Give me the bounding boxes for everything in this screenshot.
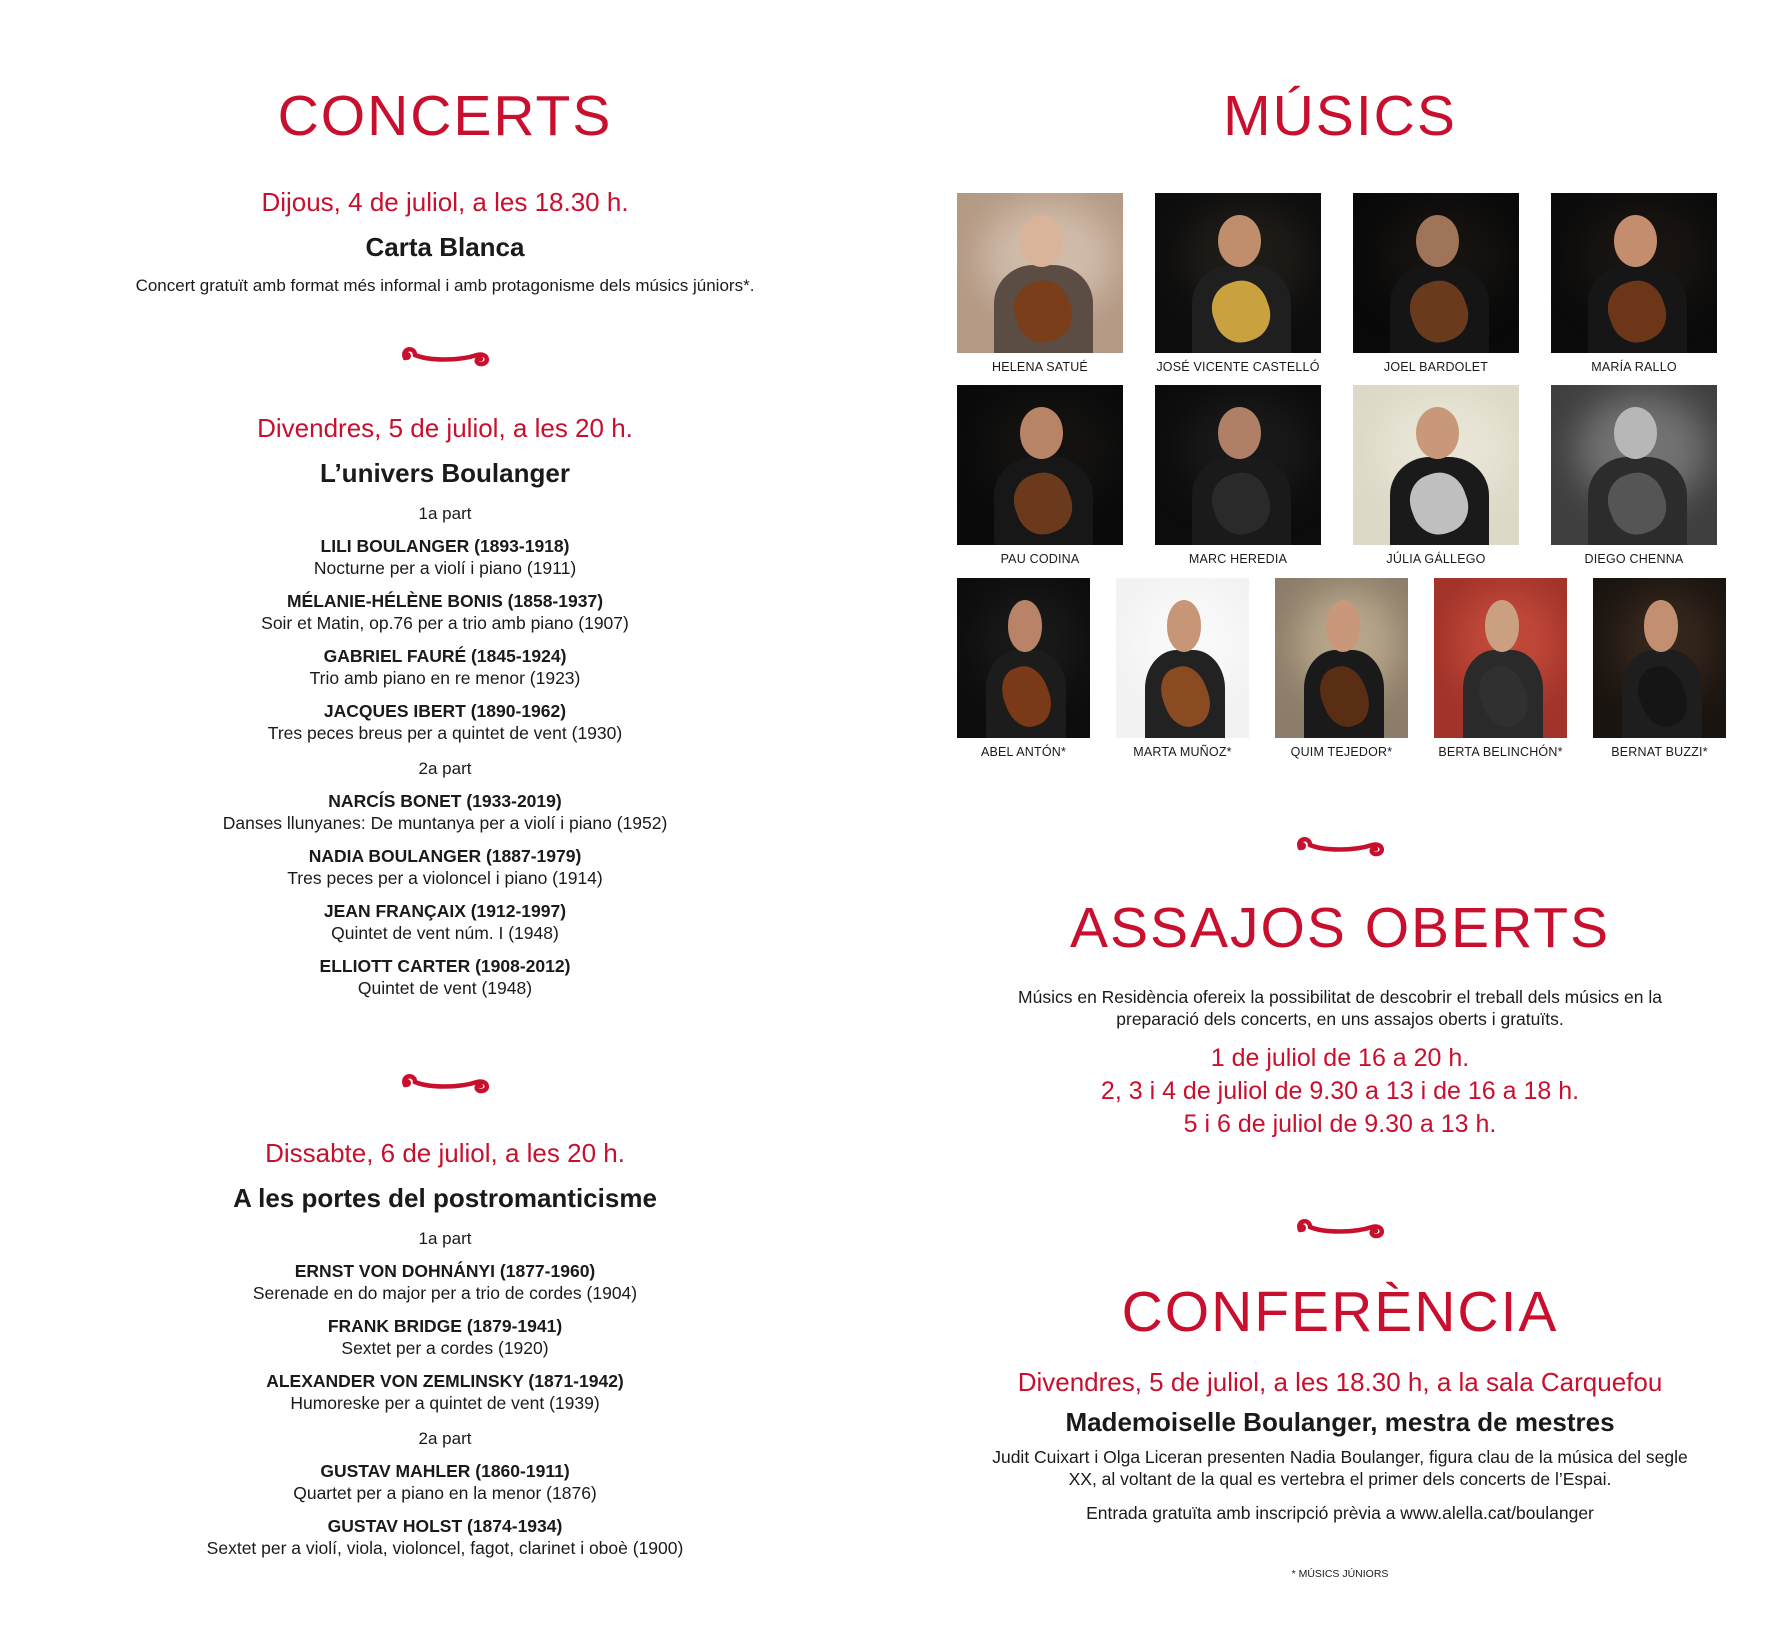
musician-card <box>957 385 1123 567</box>
program-item <box>0 645 890 689</box>
work: Serenade en do major per a trio de cordes (1904) <box>252 1283 638 1303</box>
composer: NADIA BOULANGER (1887-1979) <box>308 846 582 866</box>
musician-name: MARC HEREDIA <box>1188 552 1288 566</box>
work: Danses llunyanes: De muntanya per a violí i piano (1952) <box>222 813 668 833</box>
work: Soir et Matin, op.76 per a trio amb piano (1907) <box>261 613 629 633</box>
program-item <box>0 1460 890 1504</box>
composer: LILI BOULANGER (1893-1918) <box>320 536 570 556</box>
concerts-heading: CONCERTS <box>277 84 613 148</box>
musician-name: ABEL ANTÓN* <box>980 745 1067 759</box>
musician-card <box>1353 193 1519 375</box>
musicians-row <box>957 385 1717 567</box>
concert-univers-boulanger <box>0 412 890 1010</box>
part-label: 2a part <box>418 1429 472 1448</box>
footnote: * MÚSICS JÚNIORS <box>1291 1568 1389 1580</box>
musician-card <box>1353 385 1519 567</box>
musician-name: MARTA MUÑOZ* <box>1133 745 1232 759</box>
musician-photo <box>957 193 1123 353</box>
musician-card <box>1551 193 1717 375</box>
program-item <box>0 700 890 744</box>
musician-name: QUIM TEJEDOR* <box>1290 745 1393 759</box>
schedule-item: 5 i 6 de juliol de 9.30 a 13 h. <box>1183 1110 1497 1138</box>
musician-card <box>1434 578 1567 760</box>
musician-name: JÚLIA GÁLLEGO <box>1386 552 1486 566</box>
composer: GABRIEL FAURÉ (1845-1924) <box>323 646 567 666</box>
musicians-heading: MÚSICS <box>1223 84 1457 148</box>
musician-name: JOEL BARDOLET <box>1383 360 1489 374</box>
rehearsals-heading: ASSAJOS OBERTS <box>1069 896 1611 960</box>
concert-title: A les portes del postromanticisme <box>233 1183 657 1213</box>
concert-title: L’univers Boulanger <box>320 458 570 488</box>
conference-heading: CONFERÈNCIA <box>1121 1280 1559 1344</box>
conference-block <box>970 1366 1710 1524</box>
program-item <box>0 790 890 834</box>
musician-photo <box>1353 193 1519 353</box>
musician-name: BERNAT BUZZI* <box>1611 745 1708 759</box>
musician-photo <box>1551 385 1717 545</box>
work: Sextet per a cordes (1920) <box>341 1338 549 1358</box>
musician-name: MARÍA RALLO <box>1591 360 1677 374</box>
musician-photo <box>957 385 1123 545</box>
conference-title: Mademoiselle Boulanger, mestra de mestres <box>1065 1407 1615 1437</box>
work: Humoreske per a quintet de vent (1939) <box>290 1393 600 1413</box>
composer: ELLIOTT CARTER (1908-2012) <box>319 956 571 976</box>
concert-date: Dissabte, 6 de juliol, a les 20 h. <box>265 1138 625 1168</box>
musician-photo <box>1593 578 1726 738</box>
musicians-row <box>957 578 1726 760</box>
program-item <box>0 845 890 889</box>
musician-card <box>1551 385 1717 567</box>
musician-card <box>957 578 1090 760</box>
work: Nocturne per a violí i piano (1911) <box>313 558 577 578</box>
musician-photo <box>1353 385 1519 545</box>
concert-title: Carta Blanca <box>365 232 525 262</box>
rehearsals-schedule <box>980 1042 1700 1141</box>
program-item <box>0 1315 890 1359</box>
conference-registration: Entrada gratuïta amb inscripció prèvia a www.alella.cat/boulanger <box>1086 1503 1594 1523</box>
program-item <box>0 1515 890 1559</box>
schedule-item: 2, 3 i 4 de juliol de 9.30 a 13 i de 16 a 18 h. <box>1100 1077 1580 1105</box>
program-item <box>0 1370 890 1414</box>
work: Quintet de vent núm. I (1948) <box>331 923 559 943</box>
musician-name: DIEGO CHENNA <box>1584 552 1684 566</box>
work: Tres peces breus per a quintet de vent (1930) <box>267 723 623 743</box>
rehearsals-block <box>980 986 1700 1141</box>
musician-photo <box>957 578 1090 738</box>
ornament-divider <box>1294 1216 1386 1242</box>
composer: GUSTAV MAHLER (1860-1911) <box>320 1461 570 1481</box>
rehearsals-description: Músics en Residència ofereix la possibilitat de descobrir el treball dels músics en la preparació dels concerts, en uns assajos oberts i gratuïts. <box>1018 987 1662 1029</box>
musician-card <box>1155 193 1321 375</box>
concert-date: Divendres, 5 de juliol, a les 20 h. <box>257 413 633 443</box>
program-item <box>0 535 890 579</box>
conference-date: Divendres, 5 de juliol, a les 18.30 h, a la sala Carquefou <box>1017 1367 1663 1397</box>
musician-name: PAU CODINA <box>1000 552 1080 566</box>
musician-photo <box>1155 385 1321 545</box>
composer: ALEXANDER VON ZEMLINSKY (1871-1942) <box>266 1371 624 1391</box>
composer: MÉLANIE-HÉLÈNE BONIS (1858-1937) <box>286 591 604 611</box>
composer: FRANK BRIDGE (1879-1941) <box>327 1316 563 1336</box>
musician-name: BERTA BELINCHÓN* <box>1438 745 1563 759</box>
composer: NARCÍS BONET (1933-2019) <box>328 791 562 811</box>
musician-name: JOSÉ VICENTE CASTELLÓ <box>1156 360 1320 374</box>
conference-description: Judit Cuixart i Olga Liceran presenten Nadia Boulanger, figura clau de la música del segle XX, al voltant de la qual es vertebra el primer dels concerts de l’Espai. <box>992 1447 1688 1489</box>
musician-card <box>1275 578 1408 760</box>
part-label: 1a part <box>418 1229 472 1248</box>
part-label: 2a part <box>418 759 472 778</box>
musician-card <box>1593 578 1726 760</box>
work: Sextet per a violí, viola, violoncel, fagot, clarinet i oboè (1900) <box>206 1538 684 1558</box>
composer: GUSTAV HOLST (1874-1934) <box>327 1516 563 1536</box>
musician-photo <box>1434 578 1567 738</box>
ornament-divider <box>399 344 491 370</box>
musician-card <box>1116 578 1249 760</box>
composer: ERNST VON DOHNÁNYI (1877-1960) <box>294 1261 596 1281</box>
musician-card <box>957 193 1123 375</box>
program-item <box>0 1260 890 1304</box>
work: Tres peces per a violoncel i piano (1914) <box>287 868 603 888</box>
musician-photo <box>1155 193 1321 353</box>
composer: JEAN FRANÇAIX (1912-1997) <box>323 901 567 921</box>
schedule-item: 1 de juliol de 16 a 20 h. <box>1210 1044 1470 1072</box>
musician-photo <box>1116 578 1249 738</box>
musician-photo <box>1551 193 1717 353</box>
part-label: 1a part <box>418 504 472 523</box>
program-item <box>0 590 890 634</box>
musician-photo <box>1275 578 1408 738</box>
ornament-divider <box>1294 834 1386 860</box>
program-item <box>0 900 890 944</box>
concert-date: Dijous, 4 de juliol, a les 18.30 h. <box>261 187 629 217</box>
ornament-divider <box>399 1071 491 1097</box>
musicians-row <box>957 193 1717 375</box>
work: Trio amb piano en re menor (1923) <box>309 668 581 688</box>
program-item <box>0 955 890 999</box>
work: Quintet de vent (1948) <box>357 978 533 998</box>
concert-carta-blanca <box>0 186 890 297</box>
work: Quartet per a piano en la menor (1876) <box>293 1483 597 1503</box>
concert-postromanticisme <box>0 1137 890 1570</box>
musician-name: HELENA SATUÉ <box>992 360 1088 374</box>
composer: JACQUES IBERT (1890-1962) <box>323 701 567 721</box>
musician-card <box>1155 385 1321 567</box>
concert-description: Concert gratuït amb format més informal i amb protagonisme dels músics júniors*. <box>135 276 755 295</box>
